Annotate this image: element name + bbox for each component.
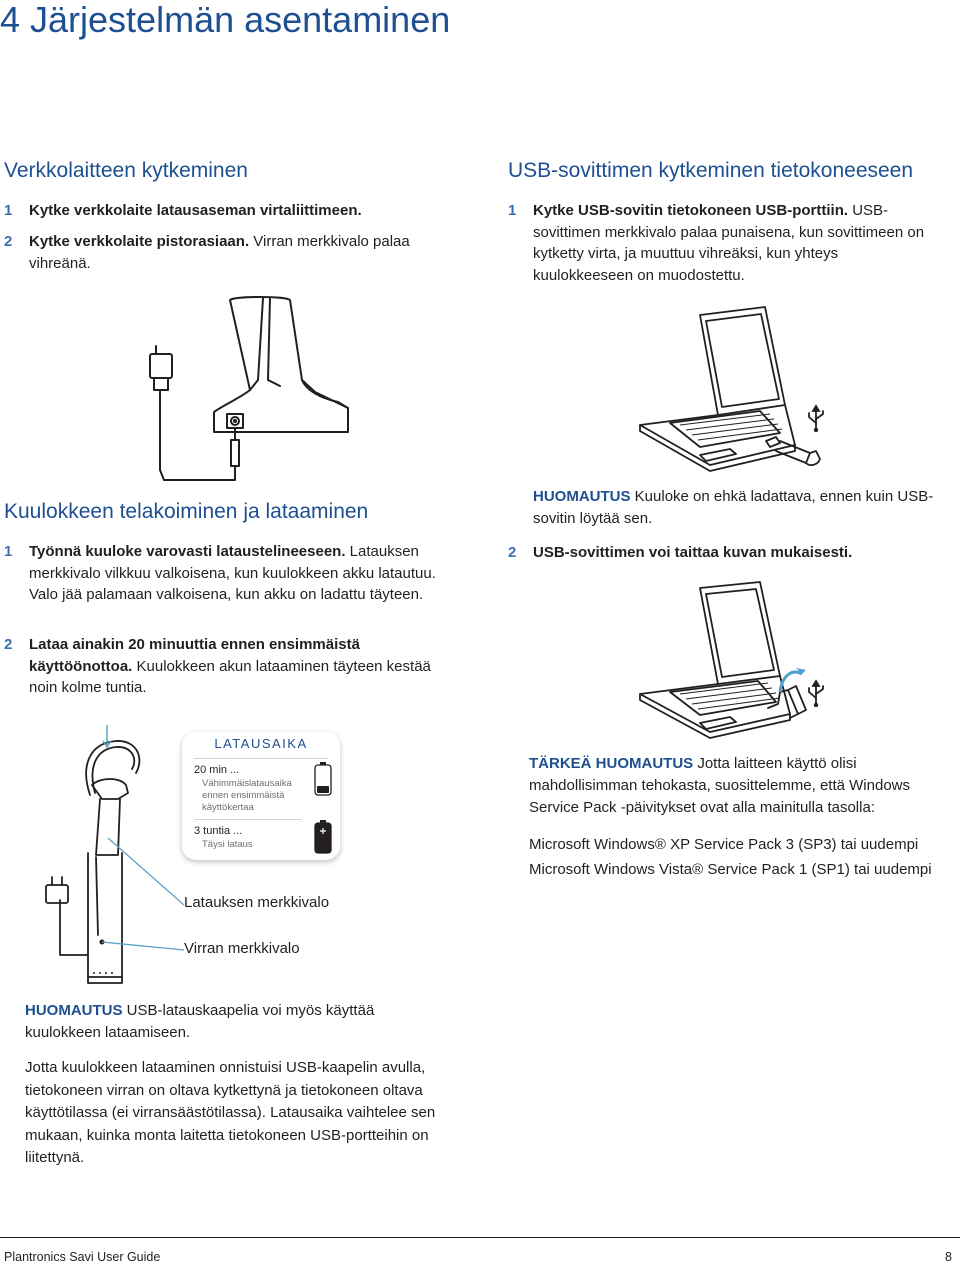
step-text: USB-sovittimen merkkivalo palaa punaisena, kun sovittimeen on kytketty virta, ja muuttuu vihreäksi, kun yhteys kuulokkeeseen on muodostettu. (533, 202, 925, 284)
step-text: Virran merkkivalo palaa vihreänä. (29, 233, 410, 272)
callout-lines (100, 820, 190, 955)
important-label: TÄRKEÄ HUOMAUTUS (529, 755, 694, 772)
step-bold: USB-sovittimen voi taittaa kuvan mukaisesti. (533, 544, 853, 561)
note-label: HUOMAUTUS (533, 488, 631, 505)
network-step-1 (4, 200, 424, 222)
usb-heading: USB-sovittimen kytkeminen tietokoneeseen (508, 159, 914, 182)
requirement-xp: Microsoft Windows® XP Service Pack 3 (SP3) tai uudempi (529, 836, 919, 853)
charge-time-card (182, 732, 340, 860)
step-text: Latauksen merkkivalo vilkkuu valkoisena, kun kuulokkeen akku latautuu. Valo jää palamaan valkoisena, kun akku on ladattu täyteen. (29, 543, 436, 603)
footer-title: Plantronics Savi User Guide (4, 1250, 161, 1264)
important-note (529, 753, 939, 819)
usb-icon (804, 405, 828, 433)
docking-heading: Kuulokkeen telakoiminen ja lataaminen (4, 500, 369, 523)
page-number: 8 (945, 1250, 952, 1264)
charge-row-time: 20 min ... (194, 764, 240, 776)
requirement-vista: Microsoft Windows Vista® Service Pack 1 (SP1) tai uudempi (529, 861, 932, 878)
step-bold: Lataa ainakin 20 minuuttia ennen ensimmäistä käyttöönottoa. (29, 636, 360, 675)
footer-rule (0, 1237, 960, 1238)
usb-step-1 (508, 200, 928, 286)
note-label: HUOMAUTUS (25, 1002, 123, 1019)
usb-icon (804, 680, 828, 708)
base-station-illustration (140, 290, 370, 490)
step-bold: Kytke verkkolaite latausaseman virtaliittimeen. (29, 202, 362, 219)
docking-step-2 (4, 634, 444, 699)
step-number: 1 (508, 202, 517, 219)
page-title: 4 Järjestelmän asentaminen (0, 0, 451, 40)
divider (194, 758, 328, 759)
note-text: USB-latauskaapelia voi myös käyttää kuulokkeen lataamiseen. (25, 1002, 375, 1041)
battery-low-icon (314, 762, 332, 796)
usb-note (508, 486, 948, 529)
step-number: 1 (4, 543, 13, 560)
usb-step-2 (508, 542, 948, 564)
step-number: 1 (4, 202, 13, 219)
network-heading: Verkkolaitteen kytkeminen (4, 159, 248, 182)
step-number: 2 (4, 636, 13, 653)
charge-time-title: LATAUSAIKA (214, 736, 308, 751)
note-text: Kuuloke on ehkä ladattava, ennen kuin USB-sovitin löytää sen. (533, 488, 934, 527)
step-text: Kuulokkeen akun lataaminen täyteen kestää noin kolme tuntia. (29, 657, 431, 696)
laptop-usb-illustration (640, 305, 850, 475)
step-number: 2 (508, 544, 517, 561)
important-text: Jotta laitteen käyttö olisi mahdollisimman tehokasta, suosittelemme, että Windows Service Pack -päivitykset ovat alla mainitulla tasolla: (529, 755, 910, 816)
step-bold: Työnnä kuuloke varovasti lataustelineeseen. (29, 543, 346, 560)
divider (194, 819, 302, 820)
power-led-label: Virran merkkivalo (184, 940, 300, 957)
usb-cable-paragraph: Jotta kuulokkeen lataaminen onnistuisi USB-kaapelin avulla, tietokoneen virran on oltava kytkettynä ja tietokoneen oltava käyttötilassa (ei virransäästötilassa). Latausaika vaihtelee sen mukaan, kuinka monta laitetta tietokoneen USB-portteihin on liitettynä. (25, 1059, 436, 1166)
usb-cable-note (25, 1000, 425, 1044)
charge-row-time: 3 tuntia ... (194, 825, 243, 837)
charge-led-label: Latauksen merkkivalo (184, 894, 330, 911)
charge-row-desc: Vähimmäislatausaika ennen ensimmäistä käyttökertaa (202, 778, 292, 813)
step-bold: Kytke verkkolaite pistorasiaan. (29, 233, 250, 250)
docking-step-1 (4, 541, 459, 606)
step-number: 2 (4, 233, 13, 250)
network-step-2 (4, 231, 429, 274)
charge-row-desc: Täysi lataus (202, 839, 253, 850)
laptop-folded-usb-illustration (640, 580, 850, 740)
battery-full-icon (314, 820, 332, 854)
step-bold: Kytke USB-sovitin tietokoneen USB-porttiin. (533, 202, 849, 219)
